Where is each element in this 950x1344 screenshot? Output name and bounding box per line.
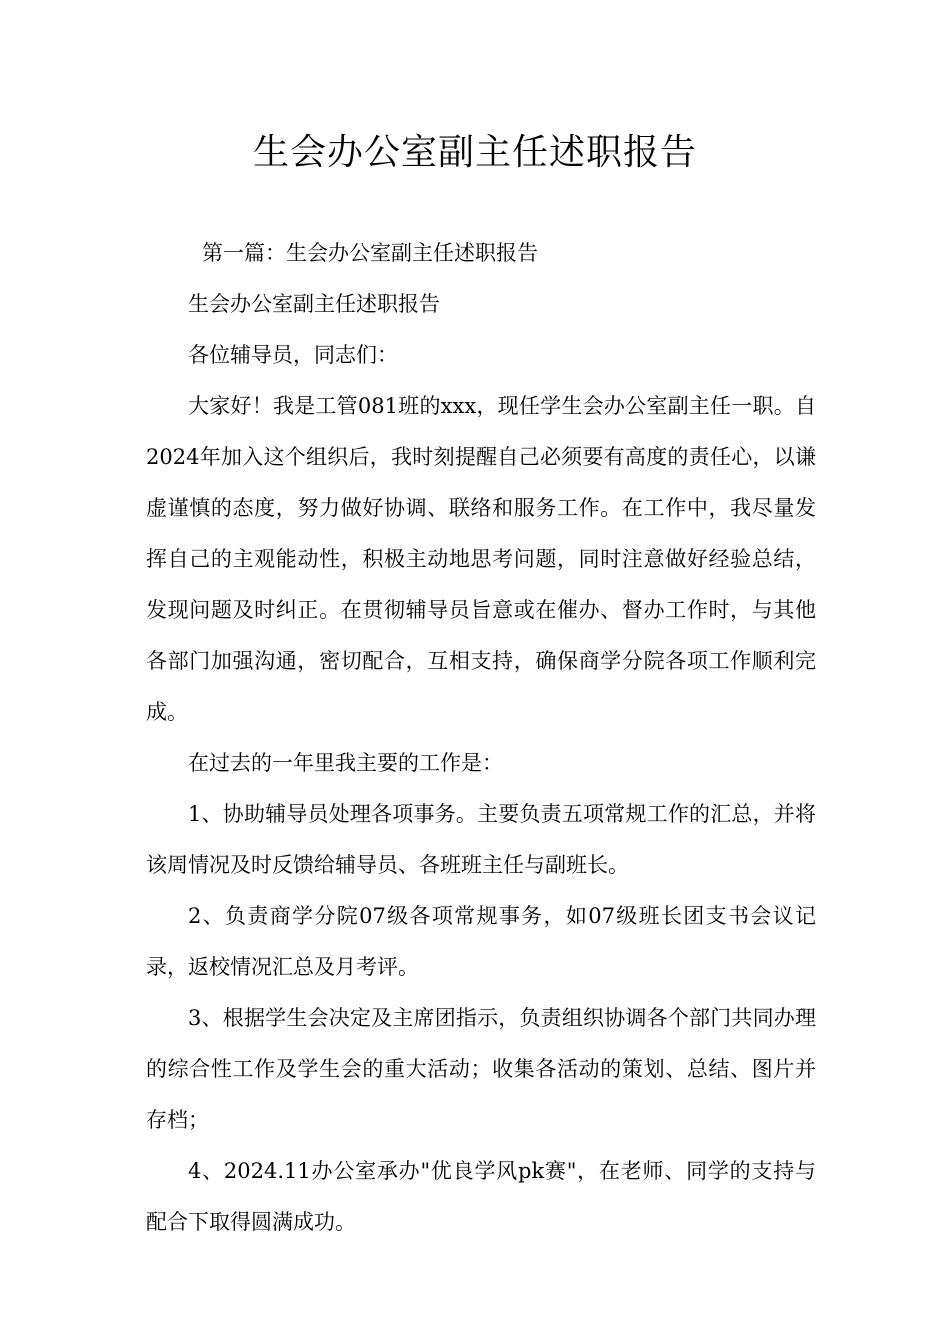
list-item: 1、协助辅导员处理各项事务。主要负责五项常规工作的汇总，并将该周情况及时反馈给辅导员、各班班主任与副班长。 [146, 802, 816, 877]
salutation: 各位辅导员，同志们： [188, 343, 398, 367]
section-heading: 第一篇：生会办公室副主任述职报告 [202, 241, 538, 265]
document-body [146, 228, 816, 1248]
list-item: 3、根据学生会决定及主席团指示，负责组织协调各个部门共同办理的综合性工作及学生会的重大活动；收集各活动的策划、总结、图片并存档； [146, 1006, 816, 1132]
report-title-line: 生会办公室副主任述职报告 [188, 292, 440, 316]
list-item: 4、2024.11办公室承办"优良学风pk赛"，在老师、同学的支持与配合下取得圆满成功。 [146, 1159, 816, 1234]
body-paragraph: 在过去的一年里我主要的工作是： [188, 751, 503, 775]
list-item: 2、负责商学分院07级各项常规事务，如07级班长团支书会议记录，返校情况汇总及月考评。 [146, 904, 816, 979]
body-paragraph: 大家好！我是工管081班的xxx，现任学生会办公室副主任一职。自2024年加入这个组织后，我时刻提醒自己必须要有高度的责任心，以谦虚谨慎的态度，努力做好协调、联络和服务工作。在工作中，我尽量发挥自己的主观能动性，积极主动地思考问题，同时注意做好经验总结，发现问题及时纠正。在贯彻辅导员旨意或在催办、督办工作时，与其他各部门加强沟通，密切配合，互相支持，确保商学分院各项工作顺利完成。 [146, 394, 816, 724]
document-title: 生会办公室副主任述职报告 [252, 132, 697, 173]
